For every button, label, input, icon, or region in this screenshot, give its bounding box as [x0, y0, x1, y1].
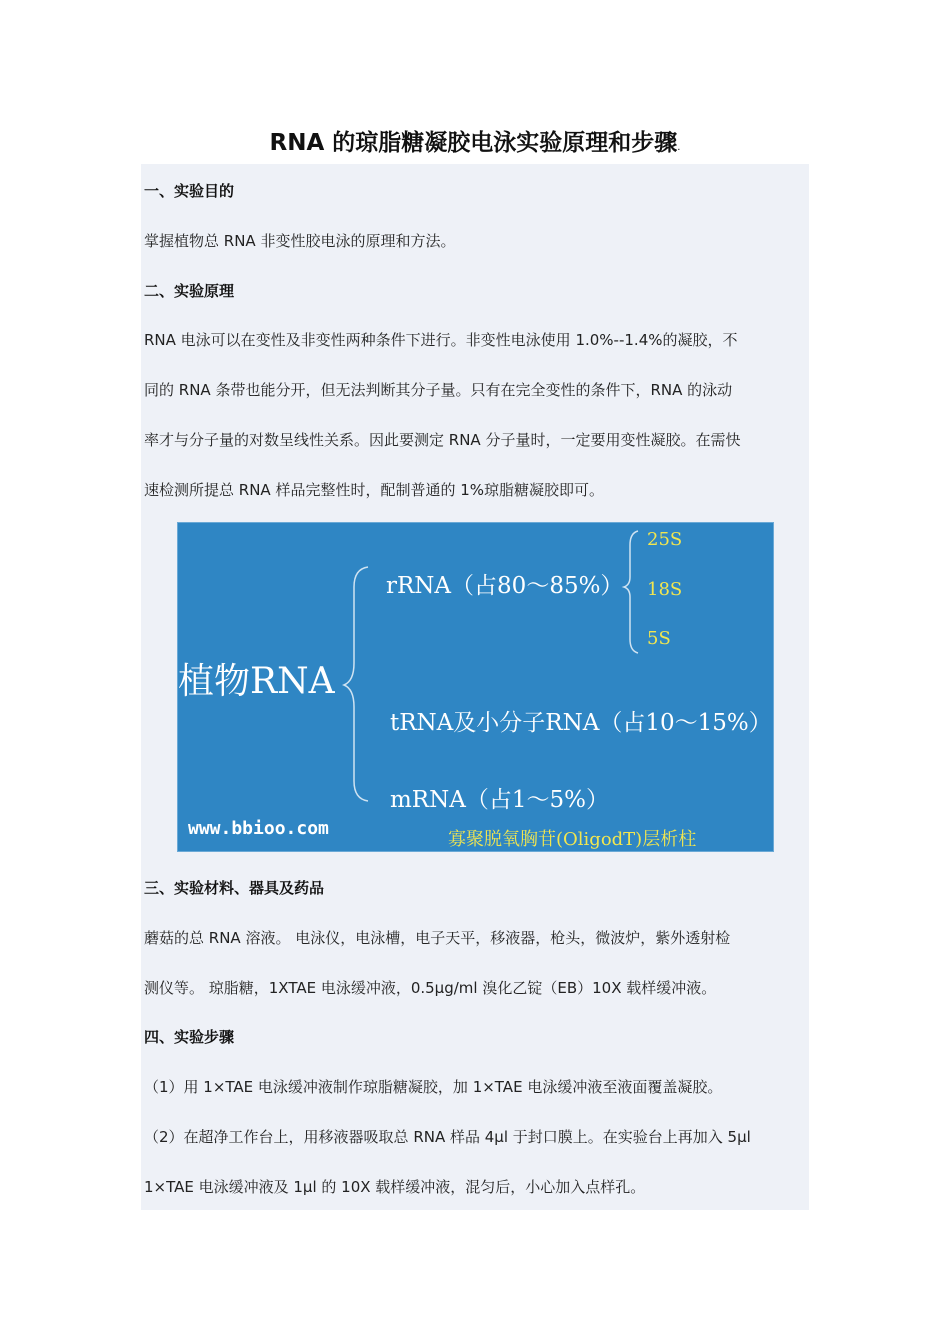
s25-label: 25S: [647, 529, 683, 550]
principle-line-4: 速检测所提总 RNA 样品完整性时，配制普通的 1%琼脂糖凝胶即可。: [144, 481, 605, 499]
s18-label: 18S: [647, 579, 683, 600]
materials-line-1: 蘑菇的总 RNA 溶液。 电泳仪，电泳槽，电子天平，移液器，枪头，微波炉，紫外透射检: [144, 929, 731, 947]
principle-line-2: 同的 RNA 条带也能分开，但无法判断其分子量。只有在完全变性的条件下，RNA 的泳动: [144, 381, 733, 399]
rna-classification-figure: [177, 522, 774, 852]
rrna-label: rRNA（占80～85%）: [386, 573, 624, 599]
section-heading-purpose: 一、实验目的: [144, 182, 235, 200]
oligo-column-label: 寡聚脱氧胸苷(OligodT)层析柱: [448, 829, 697, 850]
principle-line-1: RNA 电泳可以在变性及非变性两种条件下进行。非变性电泳使用 1.0%--1.4%的凝胶，不: [144, 331, 738, 349]
materials-line-2: 测仪等。 琼脂糖，1XTAE 电泳缓冲液，0.5μg/ml 溴化乙锭（EB）10X 载样缓冲液。: [144, 979, 717, 997]
principle-line-3: 率才与分子量的对数呈线性关系。因此要测定 RNA 分子量时，一定要用变性凝胶。在需快: [144, 431, 741, 449]
section-heading-steps: 四、实验步骤: [144, 1028, 235, 1046]
rrna-brace: [624, 531, 638, 653]
steps-line-3: 1×TAE 电泳缓冲液及 1μl 的 10X 载样缓冲液，混匀后，小心加入点样孔。: [144, 1178, 646, 1196]
trna-label: tRNA及小分子RNA（占10～15%）: [390, 710, 772, 736]
s5-label: 5S: [647, 628, 671, 649]
main-brace: [344, 567, 368, 801]
section-heading-principle: 二、实验原理: [144, 282, 235, 300]
purpose-text: 掌握植物总 RNA 非变性胶电泳的原理和方法。: [144, 232, 456, 250]
steps-line-2: （2）在超净工作台上，用移液器吸取总 RNA 样品 4μl 于封口膜上。在实验台上再加入 5μl: [144, 1128, 751, 1146]
watermark-url: www.bbioo.com: [188, 818, 329, 839]
section-heading-materials: 三、实验材料、器具及药品: [144, 879, 325, 897]
plant-rna-label: 植物RNA: [178, 661, 335, 702]
mrna-label: mRNA（占1～5%）: [390, 787, 609, 813]
title-text: RNA 的琼脂糖凝胶电泳实验原理和步骤: [269, 130, 678, 156]
title-suffix: .: [677, 142, 681, 153]
page-title: [0, 124, 950, 157]
steps-line-1: （1）用 1×TAE 电泳缓冲液制作琼脂糖凝胶，加 1×TAE 电泳缓冲液至液面覆盖凝胶。: [144, 1078, 723, 1096]
